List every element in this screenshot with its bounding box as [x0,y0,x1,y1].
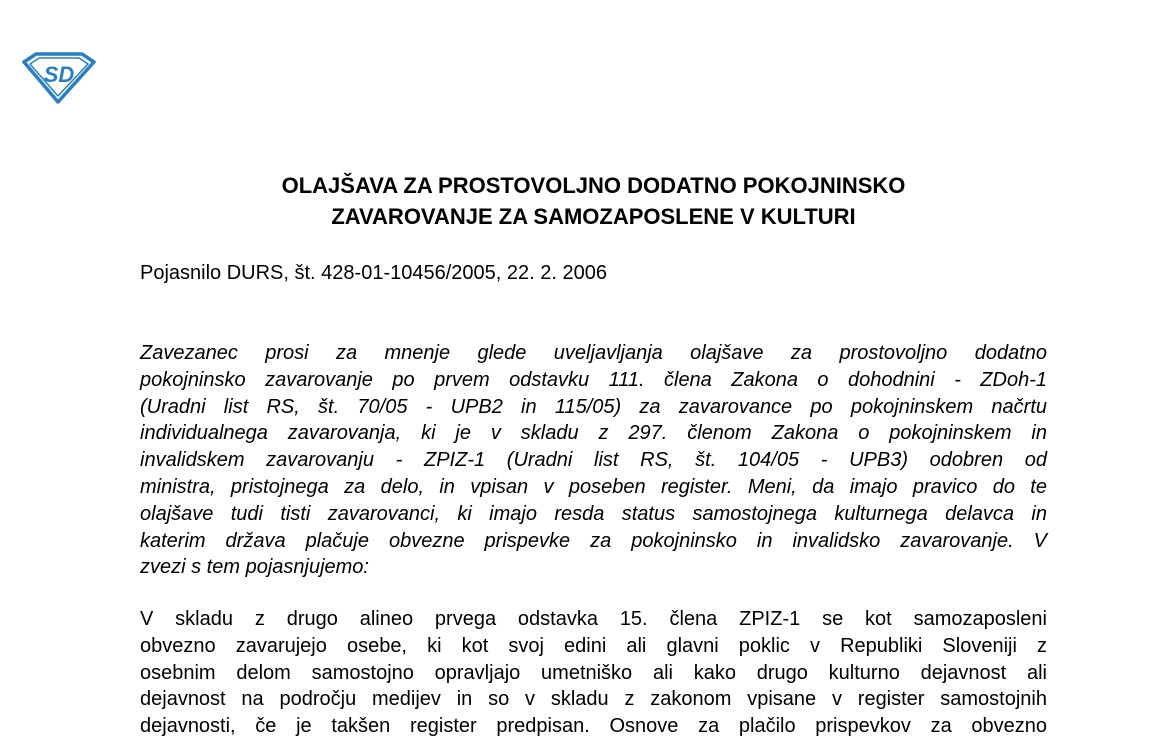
question-line: katerim država plačuje obvezne prispevke za pokojninsko in invalidsko zavarovanje. V [140,529,1047,552]
answer-line: V skladu z drugo alineo prvega odstavka 15. člena ZPIZ-1 se kot samozaposleni [140,608,1047,630]
question-line: ministra, pristojnega za delo, in vpisan v poseben register. Meni, da imajo pravico do te [140,475,1047,498]
question-line: pokojninsko zavarovanje po prvem odstavku 111. člena Zakona o dohodnini - ZDoh-1 [140,368,1047,391]
answer-line: dejavnost na področju medijev in so v skladu z zakonom vpisane v register samostojnih [140,688,1047,711]
question-line: zvezi s tem pojasnjujemo: [140,556,369,579]
question-line: invalidskem zavarovanju - ZPIZ-1 (Uradni list RS, št. 104/05 - UPB3) odobren od [140,449,1047,472]
question-line: (Uradni list RS, št. 70/05 - UPB2 in 115/05) za zavarovance po pokojninskem načrtu [140,395,1047,418]
logo-text: SD [43,62,75,87]
sd-logo-icon [22,50,96,104]
question-line: olajšave tudi tisti zavarovanci, ki imajo resda status samostojnega kulturnega delavca in [140,502,1047,525]
answer-paragraph [140,606,1047,740]
answer-line: osebnim delom samostojno opravljajo umetniško ali kako drugo kulturno dejavnost ali [140,661,1047,684]
question-paragraph [140,340,1047,581]
title-line: ZAVAROVANJE ZA SAMOZAPOSLENE V KULTURI [331,204,856,229]
answer-line: dejavnosti, če je takšen register predpisan. Osnove za plačilo prispevkov za obvezno [140,715,1047,738]
logo [22,50,96,104]
document-title [140,170,1047,232]
question-line: individualnega zavarovanja, ki je v skladu z 297. členom Zakona o pokojninskem in [140,422,1047,445]
answer-line: obvezno zavarujejo osebe, ki kot svoj edini ali glavni poklic v Republiki Sloveniji z [140,634,1047,657]
title-line: OLAJŠAVA ZA PROSTOVOLJNO DODATNO POKOJNINSKO [281,173,906,198]
question-line: Zavezanec prosi za mnenje glede uveljavljanja olajšave za prostovoljno dodatno [140,342,1047,364]
document-source: Pojasnilo DURS, št. 428-01-10456/2005, 22. 2. 2006 [140,262,607,284]
